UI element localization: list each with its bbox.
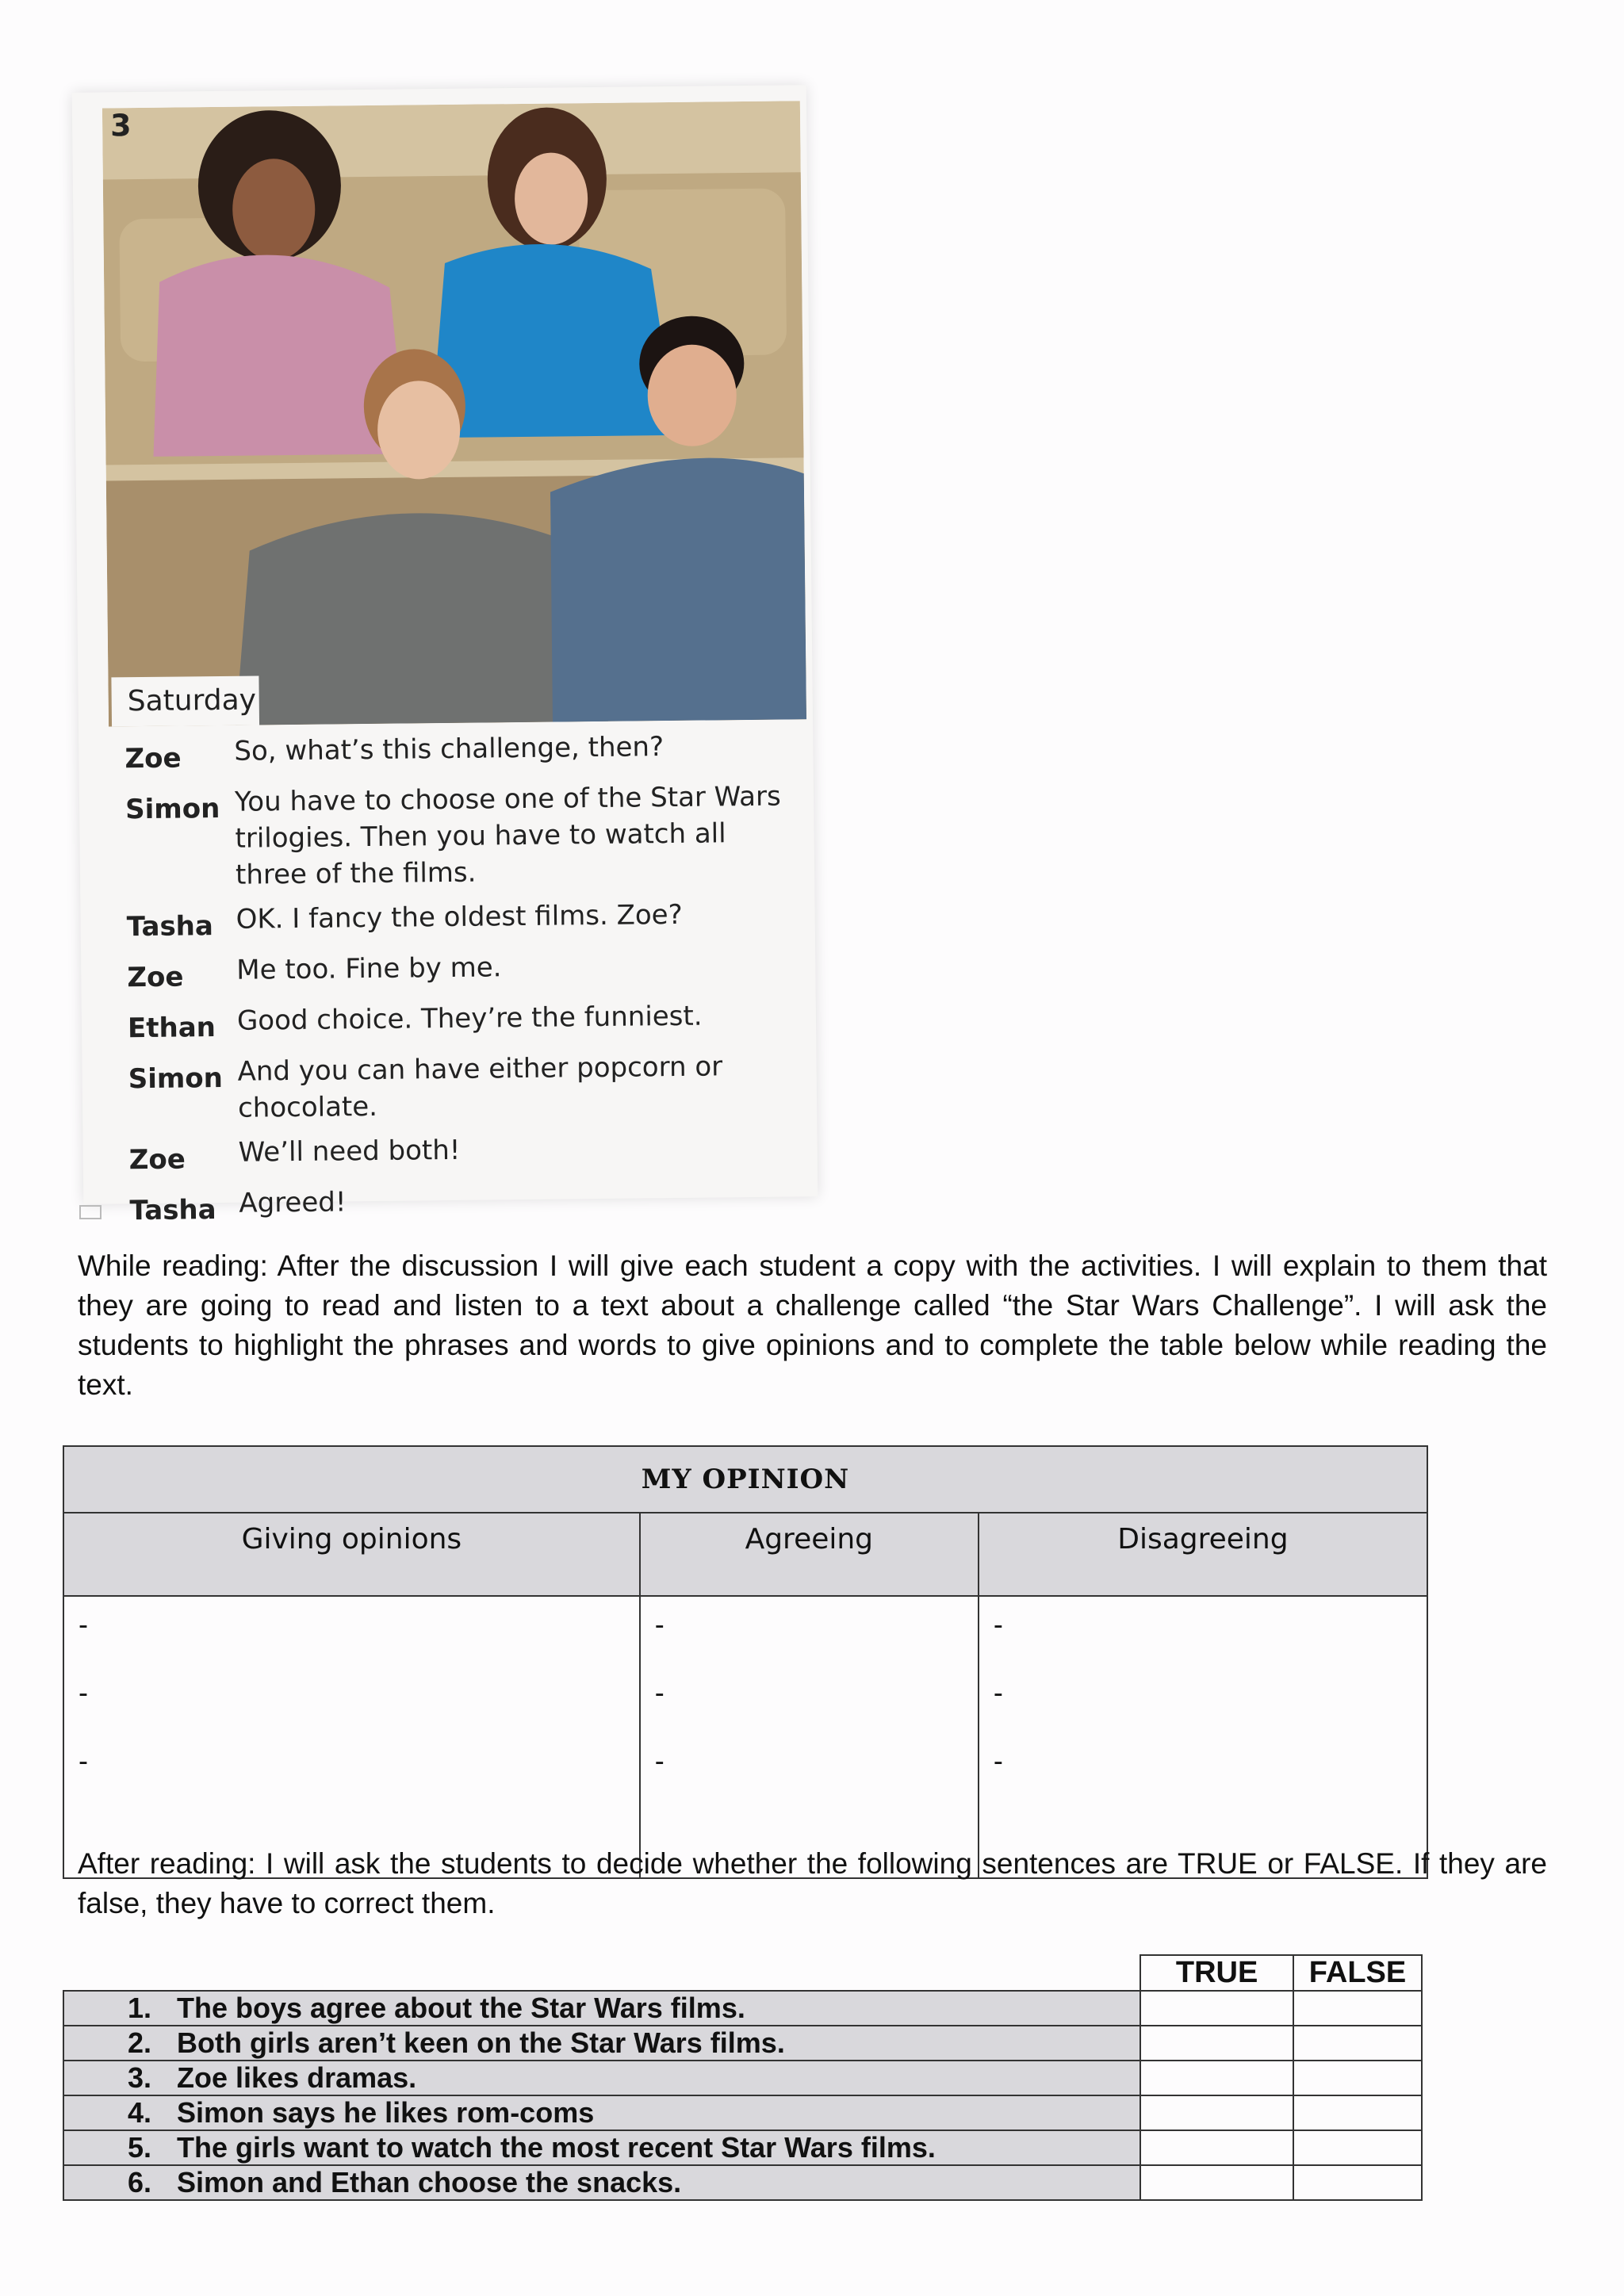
bullet: - xyxy=(993,1676,1003,1709)
bullet: - xyxy=(993,1608,1003,1640)
speaker: Simon xyxy=(128,1062,224,1096)
false-answer-cell[interactable] xyxy=(1293,2026,1422,2061)
statement-cell xyxy=(63,2026,1140,2061)
license-icon xyxy=(79,1205,102,1219)
statement-text: Zoe likes dramas. xyxy=(177,2061,417,2094)
statement-number: 2. xyxy=(128,2026,152,2059)
dialogue-line xyxy=(127,947,786,997)
statement-number: 3. xyxy=(128,2061,152,2094)
statement-text: Simon and Ethan choose the snacks. xyxy=(177,2166,682,2198)
page-number: 3 xyxy=(109,108,132,144)
dialogue-line xyxy=(125,779,784,895)
statement-number: 1. xyxy=(128,1992,152,2024)
after-reading-paragraph: After reading: I will ask the students to decide whether the following sentences are TRUE or FALSE. If they are false, they have to correct them. xyxy=(78,1847,1547,1919)
book-page-scan xyxy=(72,85,818,1227)
false-answer-cell[interactable] xyxy=(1293,2130,1422,2165)
speech: You have to choose one of the Star Wars trilogies. Then you have to watch all three of the films. xyxy=(234,780,781,891)
statement-number: 5. xyxy=(128,2131,152,2164)
speaker: Simon xyxy=(124,792,220,826)
statement-cell xyxy=(63,1991,1140,2026)
dialogue-line xyxy=(128,997,787,1047)
true-answer-cell[interactable] xyxy=(1140,2026,1293,2061)
agreeing-answer-cell[interactable] xyxy=(640,1596,979,1878)
statement-cell xyxy=(63,2130,1140,2165)
bullet: - xyxy=(79,1744,88,1777)
column-header-giving-opinions: Giving opinions xyxy=(63,1513,640,1596)
speech: And you can have either popcorn or chocolate. xyxy=(237,1050,723,1124)
dialogue-line xyxy=(124,728,783,778)
table-row xyxy=(63,1991,1422,2026)
statement-cell xyxy=(63,2095,1140,2130)
day-label: Saturday xyxy=(111,675,259,726)
speaker: Zoe xyxy=(124,742,182,775)
table-row xyxy=(63,2061,1422,2095)
speech: Me too. Fine by me. xyxy=(236,951,502,986)
speaker: Ethan xyxy=(127,1012,216,1045)
statement-cell xyxy=(63,2165,1140,2200)
while-reading-paragraph: While reading: After the discussion I will give each student a copy with the activities. I will explain to them that they are going to read and listen to a text about a challenge called “the Star Wars Challenge”. I will ask the students to highlight the phrases and words to give opinions and to complete the table below while reading the text. xyxy=(78,1249,1547,1401)
bullet: - xyxy=(993,1744,1003,1777)
speech: We’ll need both! xyxy=(238,1134,461,1169)
dialogue-line xyxy=(128,1129,787,1179)
table-row xyxy=(63,2130,1422,2165)
table-row xyxy=(63,2095,1422,2130)
table-title: MY OPINION xyxy=(63,1446,1427,1513)
statement-text: The girls want to watch the most recent Star Wars films. xyxy=(177,2131,936,2164)
true-column-header: TRUE xyxy=(1140,1955,1293,1991)
speech: Agreed! xyxy=(239,1186,347,1219)
statement-number: 4. xyxy=(128,2096,152,2129)
statement-text: The boys agree about the Star Wars films. xyxy=(177,1992,745,2024)
bullet: - xyxy=(654,1608,665,1640)
column-header-agreeing: Agreeing xyxy=(640,1513,979,1596)
speaker: Tasha xyxy=(126,910,214,943)
speech: So, what’s this challenge, then? xyxy=(234,731,665,767)
true-answer-cell[interactable] xyxy=(1140,2130,1293,2165)
table-row xyxy=(63,2026,1422,2061)
true-false-table xyxy=(63,1954,1423,2201)
speaker: Zoe xyxy=(128,1143,186,1177)
true-answer-cell[interactable] xyxy=(1140,2165,1293,2200)
speaker: Tasha xyxy=(129,1194,216,1227)
false-answer-cell[interactable] xyxy=(1293,1991,1422,2026)
dialogue-line xyxy=(129,1180,788,1230)
speech: OK. I fancy the oldest films. Zoe? xyxy=(236,898,683,936)
true-answer-cell[interactable] xyxy=(1140,2095,1293,2130)
dialogue-line xyxy=(128,1048,787,1128)
bullet: - xyxy=(654,1744,665,1777)
dialogue xyxy=(124,728,788,1238)
false-answer-cell[interactable] xyxy=(1293,2095,1422,2130)
empty-header-cell xyxy=(63,1955,1140,1991)
giving-opinions-answer-cell[interactable] xyxy=(63,1596,640,1878)
statement-number: 6. xyxy=(128,2166,152,2198)
false-answer-cell[interactable] xyxy=(1293,2165,1422,2200)
disagreeing-answer-cell[interactable] xyxy=(979,1596,1427,1878)
true-answer-cell[interactable] xyxy=(1140,2061,1293,2095)
bullet: - xyxy=(79,1608,88,1640)
dialogue-line xyxy=(126,896,785,946)
my-opinion-table xyxy=(63,1445,1428,1879)
table-row xyxy=(63,2165,1422,2200)
false-answer-cell[interactable] xyxy=(1293,2061,1422,2095)
statement-text: Simon says he likes rom-coms xyxy=(177,2096,595,2129)
photo-illustration xyxy=(102,101,806,726)
friends-on-sofa-photo xyxy=(102,101,806,726)
true-answer-cell[interactable] xyxy=(1140,1991,1293,2026)
bullet: - xyxy=(79,1676,88,1709)
speaker: Zoe xyxy=(127,961,184,994)
statement-text: Both girls aren’t keen on the Star Wars films. xyxy=(177,2026,785,2059)
false-column-header: FALSE xyxy=(1293,1955,1422,1991)
statement-cell xyxy=(63,2061,1140,2095)
bullet: - xyxy=(654,1676,665,1709)
speech: Good choice. They’re the funniest. xyxy=(236,1000,703,1037)
column-header-disagreeing: Disagreeing xyxy=(979,1513,1427,1596)
